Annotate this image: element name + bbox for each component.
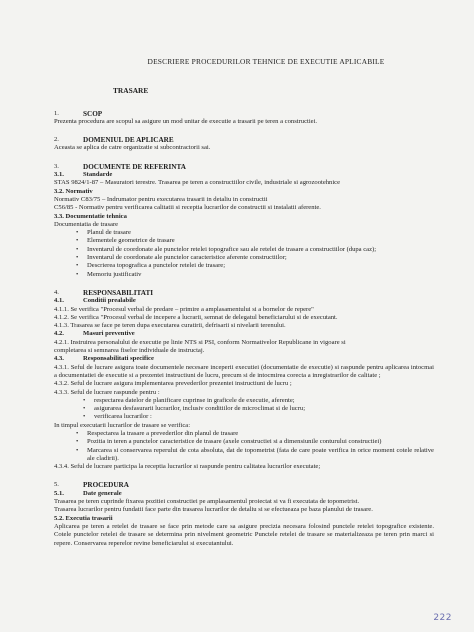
handwritten-page-number: 222 — [433, 612, 452, 623]
paragraph: 4.3.1. Seful de lucrare asigura toate documentele necesare inceperii executiei (documentatie de executie) si raspunde pentru aplicarea intocmai a documentatiei de executie si a prezentei instructiuni de lucru, precum si de intocmirea corecta a inregistrarilor de calitate ; — [54, 363, 434, 379]
list-item: • Marcarea si conservarea reperului de cota absoluta, dat de topometrist (fata de care poate verifica in orice moment cotele relative ale cladirii). — [87, 447, 434, 464]
paragraph: 4.2.1. Instruirea personalului de executie pe linie NTS si PSI, conform Normativelor Republicane in vigoare si — [54, 338, 346, 346]
section-1-heading — [54, 110, 434, 118]
list-item: • respectarea datelor de planificare cuprinse in graficele de executie, aferente; — [94, 397, 434, 405]
paragraph: 4.1.1. Se verifica "Procesul verbal de predare – primire a amplasamentului si a bornelor de repere" — [54, 305, 314, 313]
section-1-text: Prezenta procedura are scopul sa asigure un mod unitar de executie a trasarii pe teren a constructiei. — [54, 117, 318, 125]
section-title: SCOP — [83, 109, 103, 118]
section-title: DOCUMENTE DE REFERINTA — [83, 162, 186, 171]
normative-reference: Normativ C83/75 – Indrumator pentru executarea trasarii in detaliu in constructii — [54, 195, 268, 203]
list-item: • Planul de trasare — [87, 229, 434, 237]
list-item: • Inventarul de coordonate ale punctelor caracteristice aferente constructiilor; — [87, 254, 434, 262]
paragraph: Trasarea pe teren cuprinde fixarea pozitiei constructiei pe amplasamentul proiectat si va fi executata de topometrist. — [54, 498, 360, 506]
responsibility-list — [54, 397, 434, 422]
subsection-heading: 3.2. Normativ — [54, 187, 93, 195]
list-item: • Respectarea la trasare a prevederilor din planul de trasare — [87, 430, 434, 438]
list-item: • verificarea lucrarilor : — [94, 413, 434, 421]
paragraph: 4.3.2. Seful de lucrare asigura implementarea prevederilor prezentei instructiuni de lucru ; — [54, 380, 292, 388]
paragraph: Aplicarea pe teren a retelei de trasare se face prin metode care sa asigure precizia necesara folosind punctele retelei topografice existente. Cotele punctelor retelei de trasare se determina prin nivelment geometric Punctele retelei de trasare se materializeaza pe teren prin marci si repere. Conservarea reperelor revine beneficiarului si executantului. — [54, 522, 434, 547]
section-number: 5. — [54, 481, 59, 489]
list-item: • Memoriu justificativ — [87, 271, 434, 279]
standard-reference: STAS 9824/1-87 – Masuratori terestre. Trasarea pe teren a constructiilor civile, industriale si agrozootehnice — [54, 179, 341, 187]
subsection-heading: 5.2. Executia trasarii — [54, 514, 113, 522]
subsection-heading: 5.1. Date generale — [54, 489, 122, 497]
paragraph: 4.3.3. Seful de lucrare raspunde pentru : — [54, 388, 160, 396]
documentation-list — [54, 229, 434, 279]
subsection-heading: 4.1. Conditii prealabile — [54, 297, 136, 305]
paragraph: 4.1.3. Trasarea se face pe teren dupa executarea curatirii, defrisarii si nivelarii terenului. — [54, 322, 286, 330]
list-item: • asigurarea desfasurarii lucrarilor, inclusiv conditiilor de microclimat si de lucru; — [94, 405, 434, 413]
document-title: DESCRIERE PROCEDURILOR TEHNICE DE EXECUTIE APLICABILE — [147, 57, 385, 66]
section-number: 4. — [54, 288, 59, 296]
subsection-heading: 3.1. Standarde — [54, 171, 113, 179]
list-item: • Descrierea topografica a punctelor retelei de trasare; — [87, 262, 434, 270]
document-subtitle: TRASARE — [113, 86, 149, 96]
list-item: • Elementele geometrice de trasare — [87, 237, 434, 245]
paragraph: completarea si semnarea fiselor individuale de instructaj. — [54, 347, 205, 355]
section-3-heading — [54, 163, 434, 171]
subsection-heading: 3.3. Documentatie tehnica — [54, 212, 127, 220]
section-4-heading — [54, 289, 434, 297]
normative-reference: C56/85 - Normativ pentru verificarea calitatii si receptia lucrarilor de constructii si instalatii aferente. — [54, 204, 321, 212]
subsection-heading: 4.2. Masuri preventive — [54, 330, 135, 338]
section-2-text: Aceasta se aplica de catre organizatie si subcontractorii sai. — [54, 144, 211, 152]
section-number: 1. — [54, 109, 59, 117]
paragraph: Trasarea lucrarilor pentru fundatii face parte din trasarea lucrarilor de detaliu si se efectueaza pe baza planului de trasare. — [54, 506, 373, 514]
paragraph: 4.1.2. Se verifica "Procesul verbal de incepere a lucrarii, semnat de delegatul beneficiarului si de executant. — [54, 313, 338, 321]
section-title: DOMENIUL DE APLICARE — [83, 136, 174, 145]
section-title: RESPONSABILITATI — [83, 288, 154, 297]
paragraph: 4.3.4. Seful de lucrare participa la receptia lucrarilor si raspunde pentru calitatea lucrarilor executate; — [54, 463, 321, 471]
subsection-heading: 4.3. Responsabilitati specifice — [54, 355, 154, 363]
documentation-intro: Documentatia de trasare — [54, 220, 119, 228]
paragraph: In timpul executarii lucrarilor de trasare se verifica: — [54, 421, 191, 429]
section-5-heading — [54, 481, 434, 489]
section-number: 3. — [54, 162, 59, 170]
section-number: 2. — [54, 136, 59, 144]
verification-list — [54, 430, 434, 463]
list-item: • Inventarul de coordonate ale punctelor retelei topografice sau ale retelei de trasare a constructiilor (dupa caz); — [87, 246, 434, 254]
section-2-heading — [54, 136, 434, 144]
list-item: • Pozitia in teren a punctelor caracteristice de trasare (axele constructiei si a dimensiunile conturului constructiei) — [87, 438, 434, 446]
section-title: PROCEDURA — [83, 481, 129, 490]
